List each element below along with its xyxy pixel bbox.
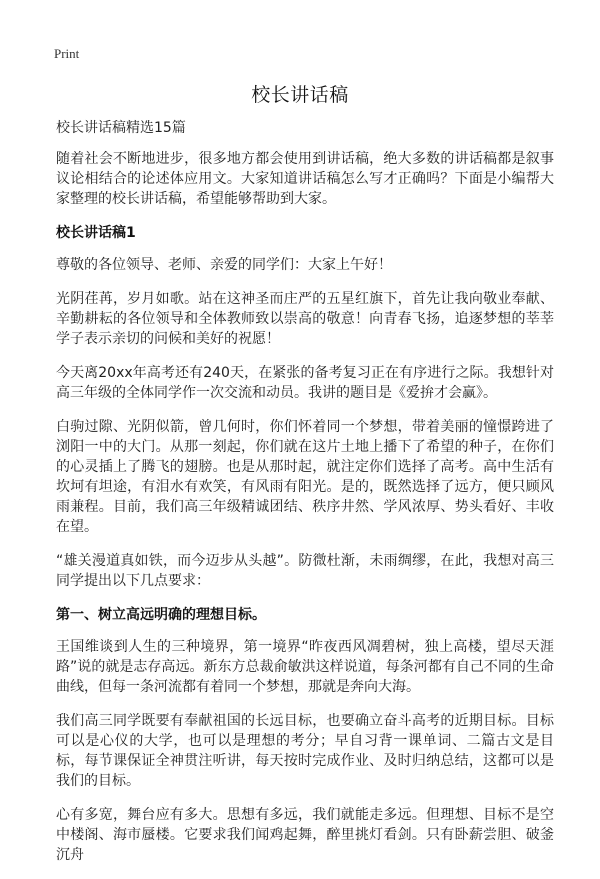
body-paragraph: 今天离20xx年高考还有240天，在紧张的备考复习正在有序进行之际。我想针对高三年级的全体同学作一次交流和动员。我讲的题目是《爱拚才会赢》。: [56, 365, 554, 401]
section-heading: 校长讲话稿1: [56, 225, 136, 241]
body-paragraph: 白驹过隙、光阴似箭，曾几何时，你们怀着同一个梦想，带着美丽的憧憬跨进了浏阳一中的大门。从那一刻起，你们就在这片土地上播下了希望的种子，在你们的心灵插上了腾飞的翅膀。也是从那时起，就注定你们选择了高考。高中生活有坎坷有坦途，有泪水有欢笑，有风雨有阳光。是的，既然选择了远方，便只顾风雨兼程。目前，我们高三年级精诚团结、秩序井然、学风浓厚、势头看好、丰收在望。: [56, 419, 554, 535]
body-paragraph: 光阴荏苒，岁月如歌。站在这神圣而庄严的五星红旗下，首先让我向敬业奉献、辛勤耕耘的各位领导和全体教师致以崇高的敬意！向青春飞扬，追逐梦想的莘莘学子表示亲切的问候和美好的祝愿！: [56, 291, 554, 347]
point-paragraph: 我们高三同学既要有奉献祖国的长远目标，也要确立奋斗高考的近期目标。目标可以是心仪的大学，也可以是理想的考分；早自习背一课单词、二篇古文是目标，每节课保证全神贯注听讲，每天按时完成作业、及时归纳总结，这都可以是我们的目标。: [56, 713, 554, 789]
document-body: [56, 118, 554, 879]
print-label[interactable]: Print: [54, 46, 80, 61]
document-subtitle: 校长讲话稿精选15篇: [56, 120, 186, 136]
page-title: 校长讲话稿: [251, 84, 349, 106]
point-heading: 第一、树立高远明确的理想目标。: [56, 607, 266, 623]
point-paragraph: 王国维谈到人生的三种境界，第一境界“昨夜西风凋碧树，独上高楼，望尽天涯路”说的就是志存高远。新东方总裁俞敏洪这样说道，每条河都有自己不同的生命曲线，但每一条河流都有着同一个梦想，那就是奔向大海。: [56, 639, 554, 695]
body-paragraph: “雄关漫道真如铁，而今迈步从头越”。防微杜渐，未雨绸缪，在此，我想对高三同学提出以下几点要求：: [56, 553, 554, 589]
intro-paragraph: 随着社会不断地进步，很多地方都会使用到讲话稿，绝大多数的讲话稿都是叙事议论相结合的论述体应用文。大家知道讲话稿怎么写才正确吗？下面是小编帮大家整理的校长讲话稿，希望能够帮助到大家。: [56, 151, 554, 207]
greeting-paragraph: 尊敬的各位领导、老师、亲爱的同学们：大家上午好！: [56, 257, 392, 273]
point-paragraph: 心有多宽，舞台应有多大。思想有多远，我们就能走多远。但理想、目标不是空中楼阁、海市蜃楼。它要求我们闻鸡起舞，醉里挑灯看剑。只有卧薪尝胆、破釜沉舟: [56, 807, 554, 863]
